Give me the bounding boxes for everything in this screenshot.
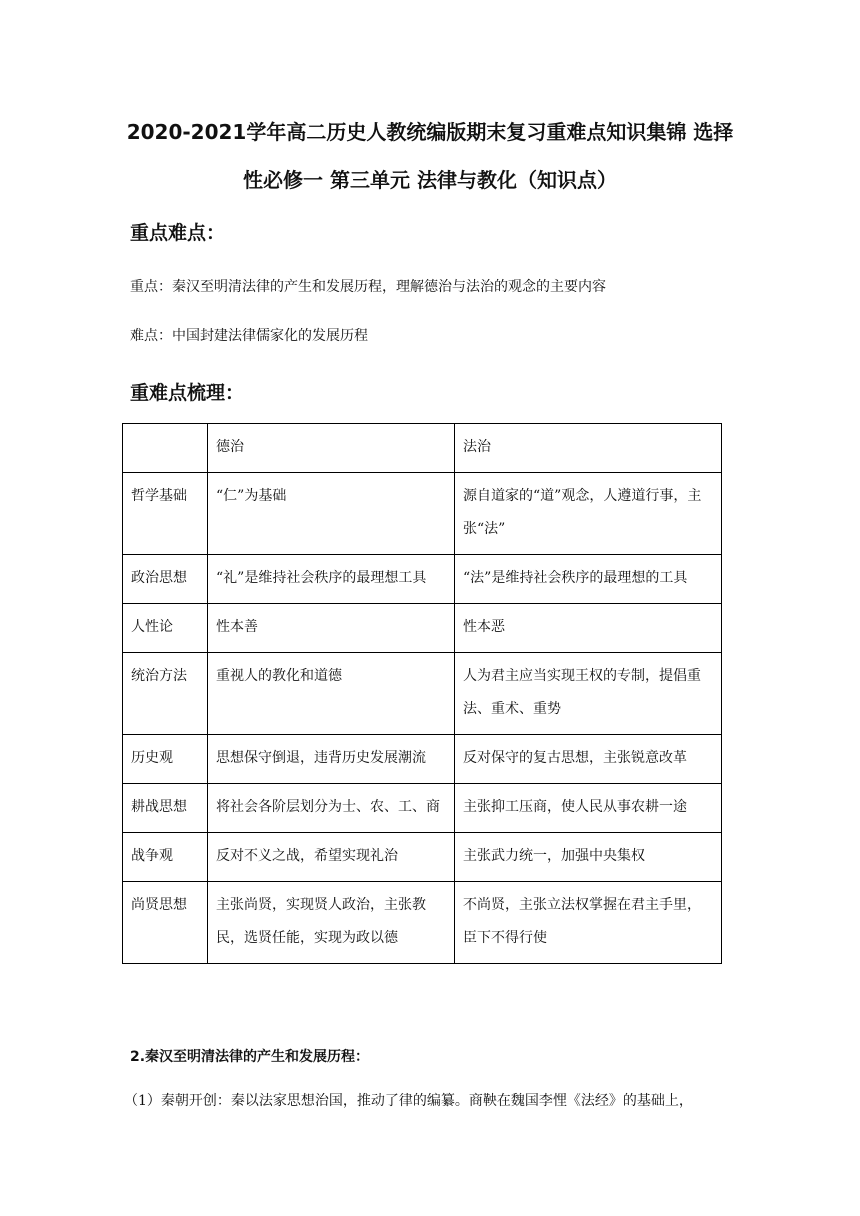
table-cell: 将社会各阶层划分为士、农、工、商 <box>208 784 455 833</box>
title-line-2: 性必修一 第三单元 法律与教化（知识点） <box>243 168 617 192</box>
table-cell: 源自道家的“道”观念，人遵道行事，主张“法” <box>455 473 722 555</box>
table-cell: 重视人的教化和道德 <box>208 653 455 735</box>
table-cell: 政治思想 <box>123 555 208 604</box>
table-cell: 战争观 <box>123 833 208 882</box>
table-cell: 性本善 <box>208 604 455 653</box>
table-row <box>123 882 722 964</box>
table-cell: 主张抑工压商，使人民从事农耕一途 <box>455 784 722 833</box>
table-cell: 历史观 <box>123 735 208 784</box>
table-cell: 主张尚贤，实现贤人政治，主张教民，选贤任能，实现为政以德 <box>208 882 455 964</box>
table-row <box>123 604 722 653</box>
table-row <box>123 555 722 604</box>
table-cell: 思想保守倒退，违背历史发展潮流 <box>208 735 455 784</box>
document-title <box>110 108 750 204</box>
table-cell: “礼”是维持社会秩序的最理想工具 <box>208 555 455 604</box>
table-header-cell <box>123 424 208 473</box>
subsection-heading: 2.秦汉至明清法律的产生和发展历程： <box>130 1049 370 1065</box>
difficult-point-text: 难点：中国封建法律儒家化的发展历程 <box>130 328 368 344</box>
table-row <box>123 735 722 784</box>
body-paragraph: （1）秦朝开创：秦以法家思想治国，推动了律的编纂。商鞅在魏国李悝《法经》的基础上， <box>124 1093 693 1109</box>
comparison-table <box>122 423 722 964</box>
table-cell: “仁”为基础 <box>208 473 455 555</box>
section-heading-key-points: 重点难点： <box>130 222 226 244</box>
table-cell: 哲学基础 <box>123 473 208 555</box>
table-cell: 反对保守的复古思想，主张锐意改革 <box>455 735 722 784</box>
key-point-text: 重点：秦汉至明清法律的产生和发展历程，理解德治与法治的观念的主要内容 <box>130 279 606 295</box>
table-cell: 尚贤思想 <box>123 882 208 964</box>
table-header-row <box>123 424 722 473</box>
table-cell: 人性论 <box>123 604 208 653</box>
table-header-cell: 法治 <box>455 424 722 473</box>
table-row <box>123 473 722 555</box>
table-header-cell: 德治 <box>208 424 455 473</box>
table-cell: 不尚贤，主张立法权掌握在君主手里，臣下不得行使 <box>455 882 722 964</box>
table-cell: 人为君主应当实现王权的专制，提倡重法、重术、重势 <box>455 653 722 735</box>
table-cell: 反对不义之战，希望实现礼治 <box>208 833 455 882</box>
table-cell: 统治方法 <box>123 653 208 735</box>
title-line-1: 2020-2021学年高二历史人教统编版期末复习重难点知识集锦 选择 <box>126 120 734 144</box>
table-row <box>123 784 722 833</box>
table-row <box>123 653 722 735</box>
table-cell: “法”是维持社会秩序的最理想的工具 <box>455 555 722 604</box>
table-cell: 性本恶 <box>455 604 722 653</box>
table-cell: 耕战思想 <box>123 784 208 833</box>
section-heading-review: 重难点梳理： <box>130 382 245 404</box>
table-row <box>123 833 722 882</box>
table-cell: 主张武力统一，加强中央集权 <box>455 833 722 882</box>
